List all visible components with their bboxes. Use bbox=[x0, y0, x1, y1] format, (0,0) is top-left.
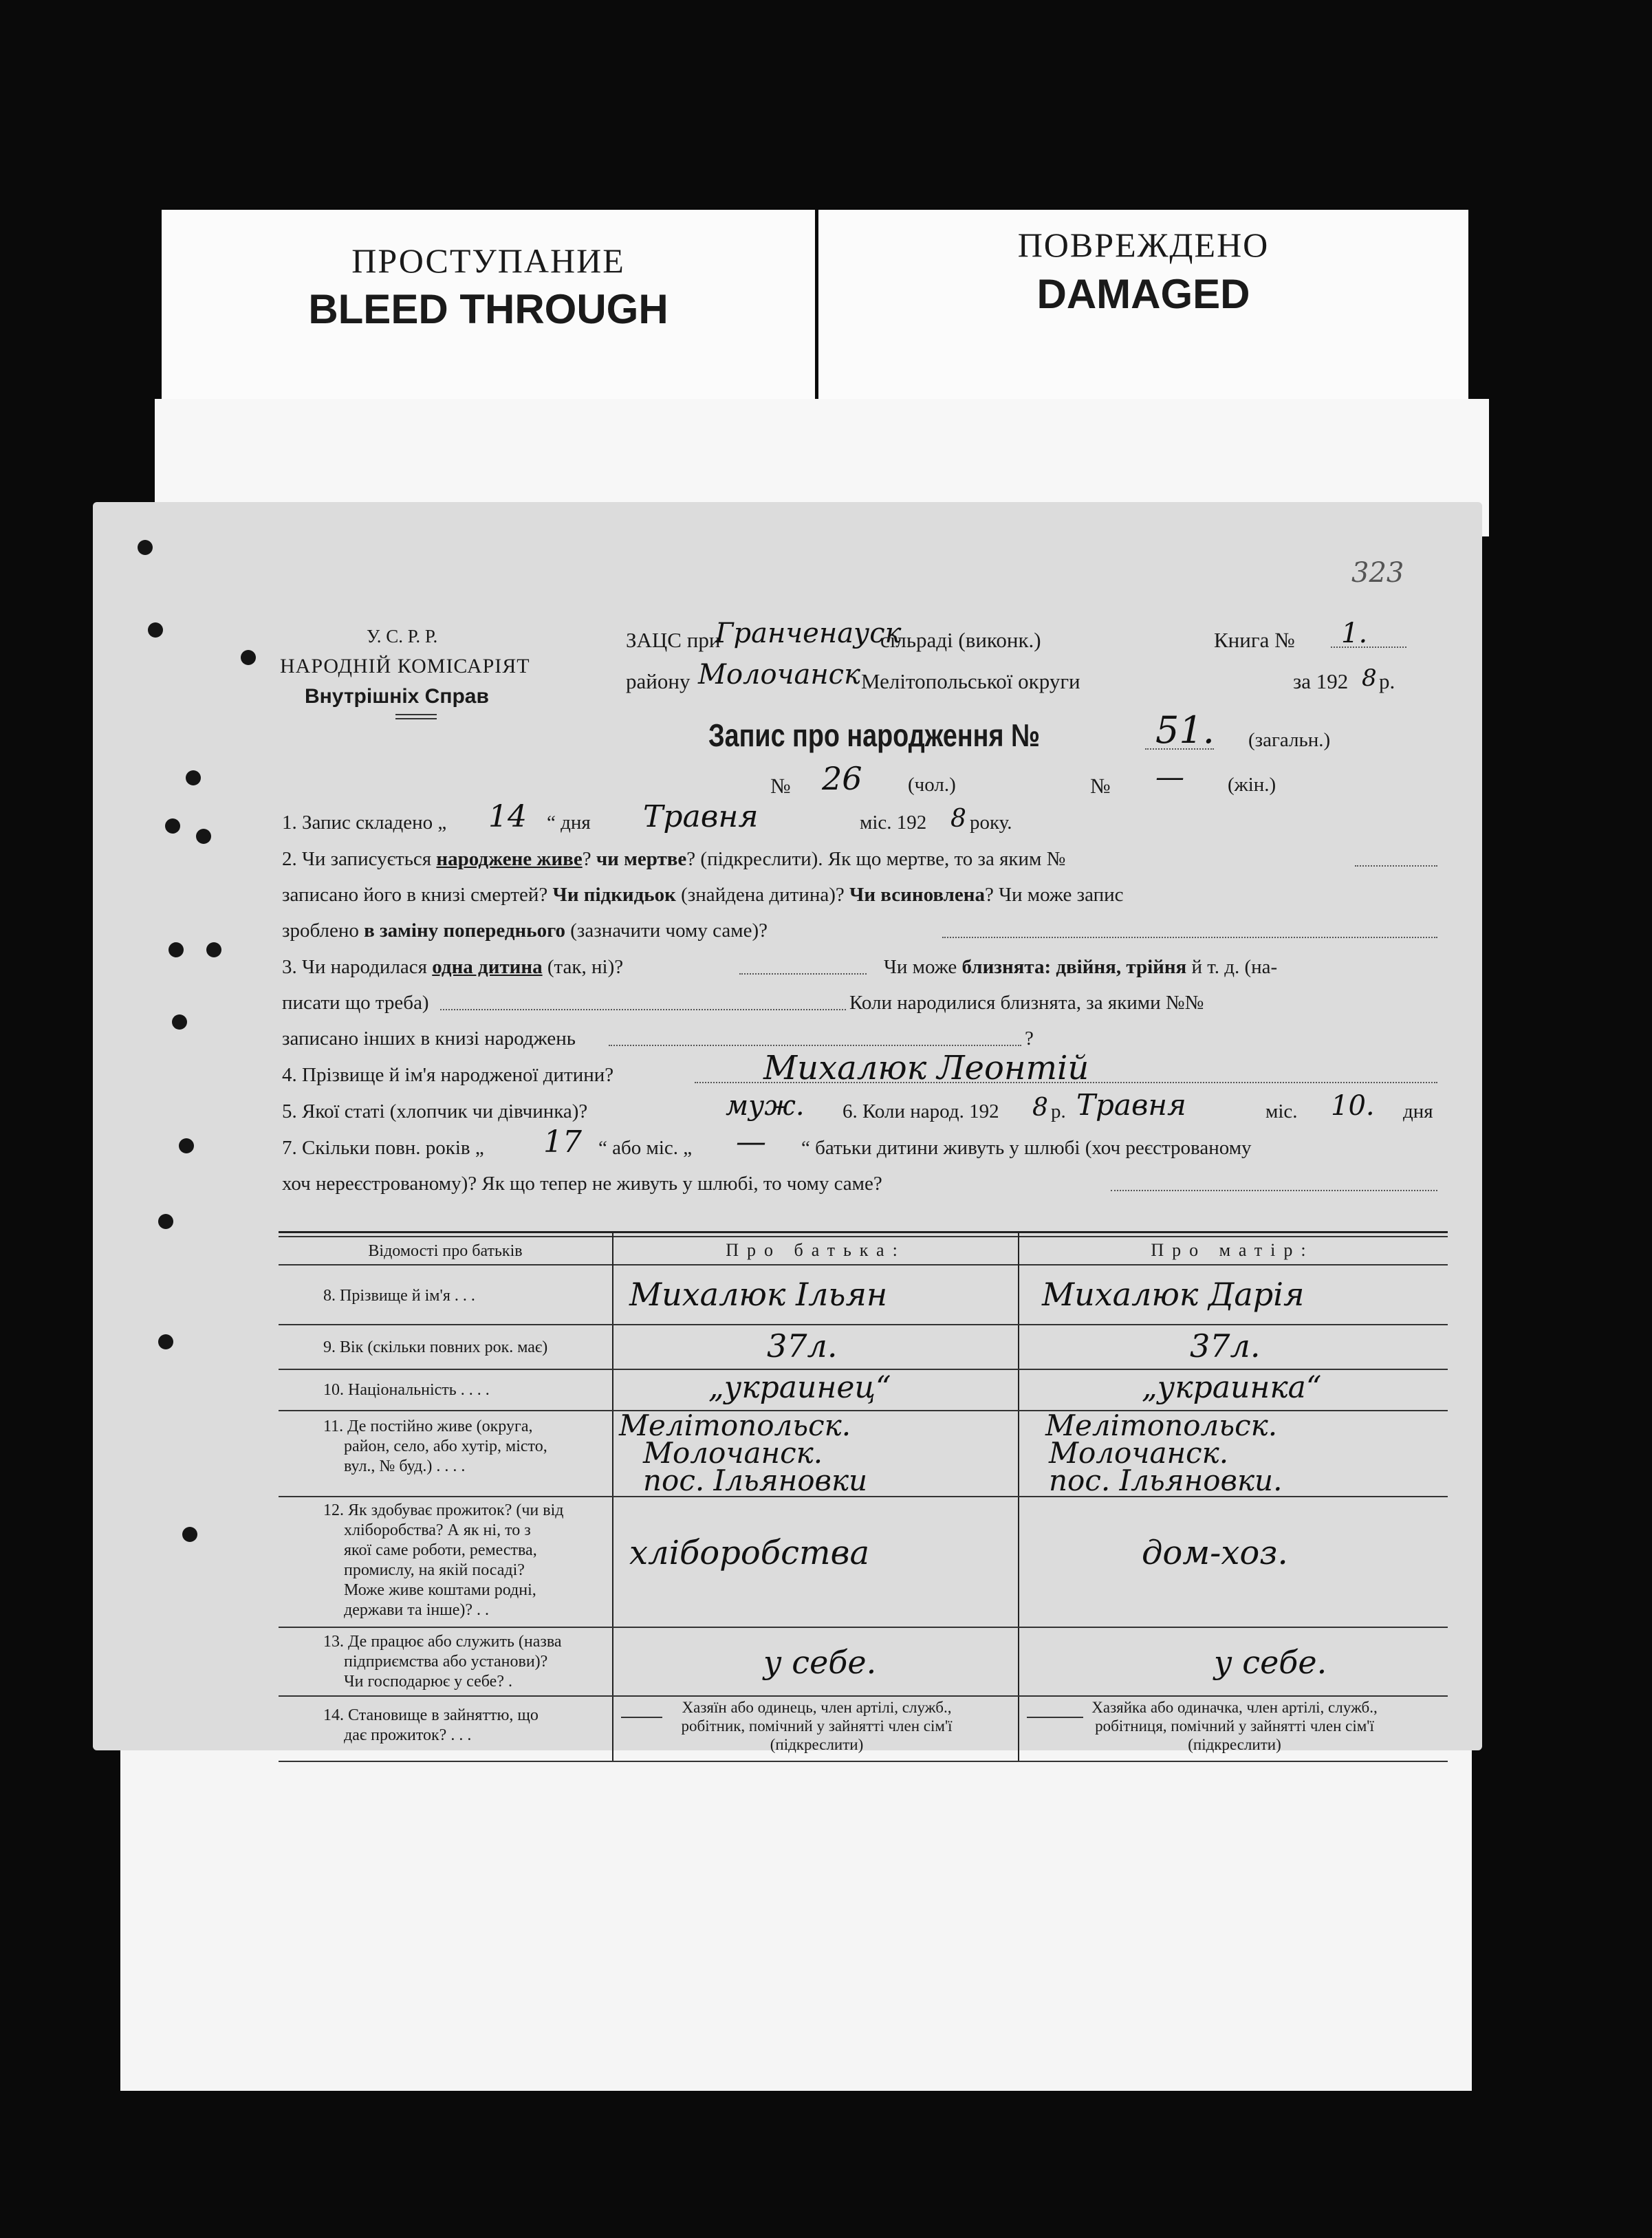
district-suffix: Мелітопольської округи bbox=[861, 669, 1080, 693]
mother-age: 37л. bbox=[1190, 1327, 1261, 1365]
year-label: за 192 bbox=[1293, 669, 1349, 693]
birth-record-form bbox=[93, 502, 1482, 1753]
child-sex: муж. bbox=[726, 1090, 805, 1122]
q2-death-number-line bbox=[1355, 865, 1437, 867]
punch-hole bbox=[186, 770, 201, 785]
row-livelihood-label-1: 12. Як здобуває прожиток? (чи від bbox=[323, 1501, 564, 1519]
q3-twins-line bbox=[440, 1009, 846, 1010]
back-sheet bbox=[120, 1706, 1472, 2091]
punch-hole bbox=[138, 540, 153, 555]
punch-hole bbox=[165, 818, 180, 834]
table-header-divider bbox=[279, 1264, 1448, 1265]
marriage-years: 17 bbox=[543, 1125, 582, 1160]
q6-label: 6. Коли народ. 192 bbox=[843, 1100, 999, 1122]
q7-text-b: “ або міс. „ bbox=[598, 1137, 693, 1159]
row-work-label-3: Чи господарює у себе? . bbox=[344, 1673, 512, 1691]
record-number: 51. bbox=[1155, 708, 1215, 752]
q1-text-d: року. bbox=[970, 812, 1012, 834]
punch-hole bbox=[179, 1138, 194, 1153]
father-age: 37л. bbox=[767, 1327, 838, 1365]
book-label: Книга № bbox=[1214, 628, 1295, 652]
father-status-line-1: Хазяїн або одинець, член артілі, служб., bbox=[682, 1699, 952, 1716]
father-residence-3: пос. Ільяновки bbox=[643, 1464, 868, 1497]
row-nationality-label: 10. Національність . . . . bbox=[323, 1381, 490, 1399]
birth-month: Травня bbox=[1076, 1088, 1186, 1122]
punch-hole bbox=[148, 622, 163, 638]
mother-residence-3: пос. Ільяновки. bbox=[1049, 1464, 1283, 1497]
table-bottom-border bbox=[279, 1761, 1448, 1762]
q4-label: 4. Прізвище й ім'я народженої дитини? bbox=[282, 1064, 614, 1086]
row-work-label-1: 13. Де працює або служить (назва bbox=[323, 1633, 562, 1651]
ministry-underline bbox=[395, 718, 437, 719]
q5-label: 5. Якої статі (хлопчик чи дівчинка)? bbox=[282, 1100, 588, 1122]
row-residence-label-1: 11. Де постійно живе (округа, bbox=[323, 1417, 533, 1435]
q6-r: р. bbox=[1051, 1100, 1066, 1122]
q7-reason-line bbox=[1111, 1190, 1437, 1191]
zags-village: Гранченауск bbox=[715, 618, 902, 649]
row-livelihood-label-4: промислу, на якій посаді? bbox=[344, 1561, 525, 1579]
mother-name: Михалюк Дарія bbox=[1042, 1276, 1305, 1313]
child-name-line bbox=[695, 1082, 1437, 1083]
q3-single-line bbox=[739, 973, 867, 975]
q3-line3-b: ? bbox=[1025, 1028, 1034, 1050]
birth-day: 10. bbox=[1331, 1090, 1375, 1122]
punch-hole bbox=[206, 942, 221, 957]
q6-dnya: дня bbox=[1403, 1100, 1433, 1122]
child-name: Михалюк Леонтій bbox=[763, 1049, 1089, 1087]
mother-nationality: „украинка“ bbox=[1142, 1370, 1322, 1405]
father-workplace: у себе. bbox=[763, 1644, 877, 1681]
q2-reason-line bbox=[942, 937, 1437, 938]
male-label: (чол.) bbox=[908, 774, 956, 796]
row-livelihood-label-6: держави та інше)? . . bbox=[344, 1601, 489, 1619]
district-name: Молочанск bbox=[698, 659, 860, 691]
father-status-line-2: робітник, помічний у зайнятті член сім'ї bbox=[681, 1717, 953, 1735]
q1-text-c: міс. 192 bbox=[860, 812, 927, 834]
father-livelihood: хліборобства bbox=[629, 1534, 870, 1572]
table-row-divider bbox=[279, 1627, 1448, 1628]
q3-twins-records-line bbox=[609, 1045, 1021, 1046]
q2-line1: 2. Чи записується народжене живе? чи мертве? (підкреслити). Як що мертве, то за яким № bbox=[282, 848, 1066, 870]
mother-residence-2: Молочанск. bbox=[1049, 1436, 1229, 1470]
table-row-divider bbox=[279, 1695, 1448, 1697]
father-nationality: „украинец“ bbox=[708, 1370, 891, 1405]
row-residence-label-2: район, село, або хутір, місто, bbox=[344, 1437, 547, 1455]
q2-line2: записано його в книзі смертей? Чи підкидьок (знайдена дитина)? Чи всиновлена? Чи може запис bbox=[282, 884, 1124, 906]
q1-day: 14 bbox=[488, 799, 527, 834]
father-residence-2: Молочанск. bbox=[643, 1436, 823, 1470]
punch-hole bbox=[196, 829, 211, 844]
q3-line2-b: Коли народилися близнята, за якими №№ bbox=[849, 992, 1204, 1014]
q7-text-c: “ батьки дитини живуть у шлюбі (хоч реєстрованому bbox=[801, 1137, 1252, 1159]
punch-hole bbox=[158, 1334, 173, 1349]
table-top-border-inner bbox=[279, 1236, 1448, 1237]
male-no: 26 bbox=[822, 760, 862, 797]
mother-workplace: у себе. bbox=[1214, 1644, 1327, 1681]
damaged-label-ru: ПОВРЕЖДЕНО bbox=[1017, 226, 1270, 264]
female-no-label: № bbox=[1090, 774, 1111, 798]
bleed-through-label-en: BLEED THROUGH bbox=[308, 286, 669, 332]
punch-hole bbox=[182, 1527, 197, 1542]
punch-hole bbox=[158, 1214, 173, 1229]
q3-line1-a: 3. Чи народилася одна дитина (так, ні)? bbox=[282, 956, 624, 978]
father-name: Михалюк Ільян bbox=[629, 1276, 888, 1313]
mother-status-line-3: (підкреслити) bbox=[1188, 1736, 1281, 1753]
q1-year-digit: 8 bbox=[950, 805, 966, 833]
page-number: 323 bbox=[1351, 557, 1404, 589]
record-title: Запис про народження № bbox=[708, 717, 1041, 753]
ministry-label: Внутрішніх Справ bbox=[305, 685, 489, 708]
q7-text-a: 7. Скільки повн. років „ bbox=[282, 1137, 484, 1159]
row-work-label-2: підприємства або установи)? bbox=[344, 1653, 548, 1671]
ussr-label: У. С. Р. Р. bbox=[367, 626, 438, 647]
table-header-father: Про батька: bbox=[726, 1240, 906, 1260]
q1-text-a: 1. Запис складено „ bbox=[282, 812, 447, 834]
father-status-underline bbox=[621, 1717, 662, 1718]
row-status-label-2: дає прожиток? . . . bbox=[344, 1726, 472, 1744]
father-status-line-3: (підкреслити) bbox=[770, 1736, 864, 1753]
book-number-line bbox=[1331, 647, 1406, 648]
commissariat-label: НАРОДНІЙ КОМІСАРІЯТ bbox=[280, 655, 530, 677]
row-livelihood-label-2: хліборобства? А як ні, то з bbox=[344, 1521, 531, 1539]
row-status-label-1: 14. Становище в зайняттю, що bbox=[323, 1706, 539, 1724]
zags-suffix: сільраді (виконк.) bbox=[880, 628, 1041, 652]
male-no-label: № bbox=[770, 774, 791, 798]
female-no: — bbox=[1155, 760, 1184, 794]
q3-line1-b: Чи може близнята: двійня, трійня й т. д. (на- bbox=[884, 956, 1278, 978]
mother-status-line-1: Хазяйка або одиначка, член артілі, служб., bbox=[1091, 1699, 1378, 1716]
q1-text-b: “ дня bbox=[547, 812, 591, 834]
row-residence-label-3: вул., № буд.) . . . . bbox=[344, 1457, 466, 1475]
row-livelihood-label-3: якої саме роботи, ремества, bbox=[344, 1541, 537, 1559]
table-header-mother: Про матір: bbox=[1151, 1240, 1314, 1260]
table-top-border bbox=[279, 1231, 1448, 1233]
row-livelihood-label-5: Може живе коштами родні, bbox=[344, 1581, 536, 1599]
q6-mis: міс. bbox=[1265, 1100, 1298, 1122]
punch-hole bbox=[169, 942, 184, 957]
damaged-label-en: DAMAGED bbox=[1036, 271, 1250, 317]
q1-month: Травня bbox=[643, 799, 759, 834]
bleed-through-label-ru: ПРОСТУПАНИЕ bbox=[351, 241, 625, 280]
row-age-label: 9. Вік (скільки повних рок. має) bbox=[323, 1338, 548, 1356]
general-label: (загальн.) bbox=[1248, 729, 1331, 751]
table-header-info: Відомості про батьків bbox=[368, 1242, 523, 1260]
book-number: 1. bbox=[1341, 618, 1368, 649]
zags-prefix: ЗАЦС при bbox=[626, 628, 721, 652]
q3-line3-a: записано інших в книзі народжень bbox=[282, 1028, 576, 1050]
year-digit: 8 bbox=[1362, 664, 1377, 692]
q3-line2-a: писати що треба) bbox=[282, 992, 429, 1014]
punch-hole bbox=[241, 650, 256, 665]
ministry-underline bbox=[395, 714, 437, 715]
year-suffix: р. bbox=[1379, 669, 1395, 693]
female-label: (жін.) bbox=[1228, 774, 1276, 796]
punch-hole bbox=[172, 1014, 187, 1030]
father-residence-1: Мелітопольск. bbox=[619, 1409, 851, 1442]
record-number-line bbox=[1145, 748, 1214, 750]
q6-year-digit: 8 bbox=[1032, 1094, 1048, 1122]
district-prefix: району bbox=[626, 669, 691, 693]
mother-livelihood: дом-хоз. bbox=[1142, 1534, 1288, 1572]
table-row-divider bbox=[279, 1324, 1448, 1325]
q7-line2: хоч нереєстрованому)? Як що тепер не живуть у шлюбі, то чому саме? bbox=[282, 1173, 882, 1195]
mother-status-line-2: робітниця, помічний у зайнятті член сім'ї bbox=[1095, 1717, 1374, 1735]
marriage-months: — bbox=[736, 1125, 766, 1160]
mother-status-underline bbox=[1027, 1717, 1083, 1718]
mother-residence-1: Мелітопольск. bbox=[1045, 1409, 1278, 1442]
q2-line3: зроблено в заміну попереднього (зазначити чому саме)? bbox=[282, 920, 768, 942]
row-name-label: 8. Прізвище й ім'я . . . bbox=[323, 1287, 475, 1305]
